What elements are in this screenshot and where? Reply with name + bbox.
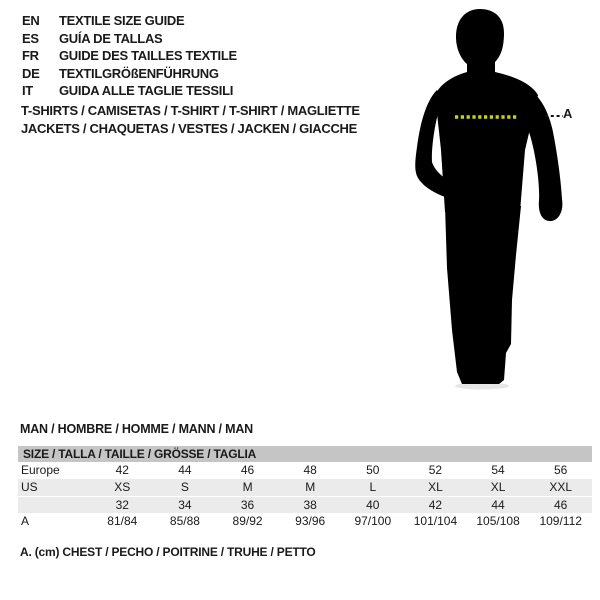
table-cell: 44: [178, 463, 192, 477]
table-cell: 81/84: [107, 514, 138, 528]
language-row: [22, 82, 237, 100]
table-cell: 105/108: [476, 514, 520, 528]
language-title-list: [22, 12, 237, 100]
measure-label-a: A: [563, 106, 573, 121]
table-cell: 101/104: [413, 514, 458, 528]
size-table-header: SIZE / TALLA / TAILLE / GRÖSSE / TAGLIA: [18, 446, 592, 462]
row-label: US: [21, 480, 38, 494]
table-cell: 38: [303, 498, 317, 512]
language-row: [22, 47, 237, 65]
table-cell: M: [242, 480, 253, 494]
silhouette-head: [456, 9, 504, 75]
silhouette-legs: [445, 206, 521, 384]
table-cell: 46: [554, 498, 568, 512]
language-title: GUÍA DE TALLAS: [59, 30, 163, 46]
language-title: GUIDE DES TAILLES TEXTILE: [59, 48, 237, 63]
silhouette-right-arm: [521, 88, 562, 221]
language-row: [22, 65, 237, 83]
table-cell: 93/96: [295, 514, 326, 528]
language-row: [22, 30, 237, 48]
language-title: TEXTILE SIZE GUIDE: [59, 13, 185, 28]
language-code: FR: [22, 48, 39, 63]
table-cell: 40: [366, 498, 380, 512]
table-cell: XS: [114, 480, 131, 494]
language-code: EN: [22, 13, 40, 28]
language-code: IT: [22, 83, 33, 98]
category-tshirts: T-SHIRTS / CAMISETAS / T-SHIRT / T-SHIRT / MAGLIETTE: [21, 103, 360, 118]
measure-footnote: A. (cm) CHEST / PECHO / POITRINE / TRUHE / PETTO: [20, 545, 316, 559]
table-cell: 54: [491, 463, 505, 477]
table-cell: 48: [303, 463, 317, 477]
table-cell: 32: [115, 498, 129, 512]
table-cell: XL: [428, 480, 443, 494]
table-cell: L: [369, 480, 377, 494]
table-row-us-letters: [18, 479, 592, 496]
gender-heading: MAN / HOMBRE / HOMME / MANN / MAN: [20, 422, 253, 436]
table-cell: 56: [554, 463, 568, 477]
language-title: TEXTILGRÖßENFÜHRUNG: [59, 65, 219, 81]
table-cell: M: [305, 480, 316, 494]
table-cell: 52: [428, 463, 443, 477]
table-cell: XXL: [549, 480, 573, 494]
table-cell: 36: [240, 498, 255, 512]
table-cell: 50: [366, 463, 380, 477]
table-cell: 42: [115, 463, 129, 477]
table-cell: 109/112: [539, 514, 582, 528]
language-row: [22, 12, 237, 30]
table-cell: 34: [178, 498, 192, 512]
size-table: [18, 446, 592, 530]
garment-categories: [21, 102, 360, 138]
table-cell: 89/92: [232, 514, 263, 528]
table-cell: 97/100: [354, 514, 392, 528]
table-cell: 85/88: [169, 514, 200, 528]
language-code: DE: [22, 65, 40, 81]
table-cell: 44: [491, 498, 505, 512]
language-code: ES: [22, 30, 39, 46]
row-label: Europe: [21, 463, 60, 477]
table-row-chest-cm: [18, 513, 592, 530]
table-cell: XL: [490, 480, 506, 494]
row-label: A: [21, 514, 30, 528]
table-cell: S: [180, 480, 189, 494]
row-label: [18, 497, 91, 513]
table-cell: 42: [428, 498, 443, 512]
table-row-us-numbers: [18, 496, 592, 513]
language-title: GUIDA ALLE TAGLIE TESSILI: [59, 83, 234, 98]
man-silhouette-figure: [400, 0, 600, 400]
table-row-europe: [18, 462, 592, 479]
category-jackets: JACKETS / CHAQUETAS / VESTES / JACKEN / GIACCHE: [21, 121, 357, 136]
table-cell: 46: [240, 463, 255, 477]
